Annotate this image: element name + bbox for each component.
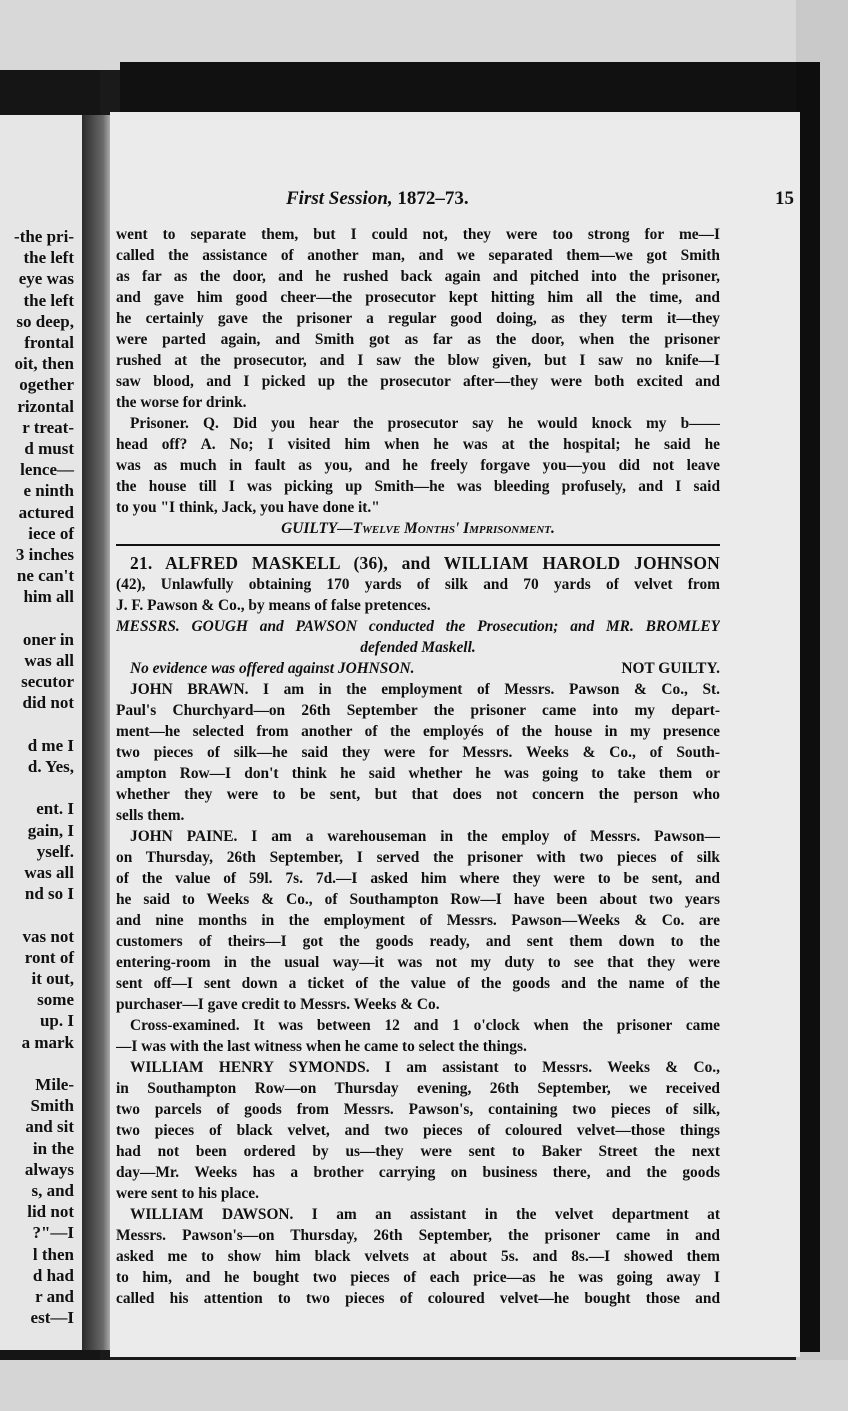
text-line: as far as the door, and he rushed back again and pitched into the prisoner, [116, 268, 720, 285]
fragment-line: up. I [39, 1011, 74, 1031]
fragment-line: d must [24, 439, 74, 458]
fragment-line: the left [23, 248, 74, 268]
fragment-line: 3 inches [15, 545, 74, 564]
fragment-line: ent. I [36, 799, 74, 819]
text-line: asked me to show him black velvets at about 5s. and 8s.—I showed them [116, 1248, 720, 1265]
fragment-line: d had [32, 1265, 74, 1285]
text-line: MESSRS. GOUGH and PAWSON conducted the Prosecution; and MR. BROMLEY [116, 618, 720, 635]
fragment-line: was all [24, 863, 74, 882]
fragment-line: iece of [28, 523, 74, 543]
testimony-william-henry-symonds [116, 1057, 720, 1204]
text-line: —I was with the last witness when he came to select the things. [116, 1038, 527, 1055]
running-head-title: First Session, [286, 188, 393, 209]
book-gutter [82, 115, 112, 1350]
text-line: Messrs. Pawson's—on Thursday, 26th September, the prisoner came in and [116, 1227, 720, 1244]
no-evidence-text: No evidence was offered against JOHNSON. [130, 660, 415, 677]
testimony-john-paine [116, 826, 720, 1015]
fragment-line: was all [24, 651, 74, 670]
text-line: (42), Unlawfully obtaining 170 yards of silk and 70 yards of velvet from [116, 576, 720, 593]
text-line: customers of theirs—I got the goods ready, and sent them down to the [116, 933, 720, 950]
text-line: day—Mr. Weeks has a brother carrying on business there, and the goods [116, 1164, 720, 1181]
fragment-line: e ninth [23, 481, 74, 501]
text-line: were parted again, and Smith got as far as the door, when the prisoner [116, 331, 720, 348]
page-header [110, 188, 800, 218]
text-line: two parcels of goods from Messrs. Pawson's, containing two pieces of silk, [116, 1101, 720, 1118]
text-line: J. F. Pawson & Co., by means of false pretences. [116, 597, 431, 614]
text-line: went to separate them, but I could not, they were too strong for me—I [116, 226, 720, 243]
fragment-line: him all [23, 587, 74, 607]
fragment-line: s, and [31, 1181, 74, 1200]
verdict-guilty: GUILTY—Twelve Months' Imprisonment. [281, 520, 555, 537]
text-line: sells them. [116, 807, 185, 824]
fragment-line: -the pri- [14, 227, 74, 246]
page-top-shadow [120, 62, 800, 112]
text-line: Cross-examined. It was between 12 and 1 o'clock when the prisoner came [130, 1017, 720, 1034]
fragment-line: some [37, 990, 74, 1010]
page-body [116, 224, 720, 1309]
verdict-not-guilty: NOT GUILTY. [621, 660, 720, 677]
fragment-line: oner in [22, 629, 74, 649]
scan-bottom-margin [0, 1360, 848, 1411]
text-line: Prisoner. Q. Did you hear the prosecutor say he would knock my b—— [130, 415, 720, 432]
testimony-paragraph-1 [116, 224, 720, 413]
fragment-line: did not [22, 693, 74, 713]
testimony-william-dawson [116, 1204, 720, 1309]
fragment-line: d. Yes, [27, 757, 74, 776]
text-line: whether they were to be sent, but that does not concern the person who [116, 786, 720, 803]
fragment-line: r treat- [22, 417, 74, 437]
fragment-line: so deep, [16, 311, 74, 331]
text-line: in Southampton Row—on Thursday evening, 26th September, we received [116, 1080, 720, 1097]
text-line: was as much in fault as you, and he freely forgave you—you did not leave [116, 457, 720, 474]
book-page [110, 112, 800, 1357]
fragment-line: frontal [24, 333, 74, 352]
text-line: were sent to his place. [116, 1185, 259, 1202]
page-number: 15 [775, 188, 794, 209]
text-line: he said to Weeks & Co., of Southampton Row—I have been about two years [116, 891, 720, 908]
running-head [286, 188, 469, 210]
fragment-line: eye was [18, 269, 74, 289]
testimony-john-brawn [116, 679, 720, 826]
fragment-line: rizontal [17, 396, 74, 416]
case-heading [116, 553, 720, 616]
cross-examination [116, 1015, 720, 1057]
text-line: head off? A. No; I visited him when he was at the hospital; he said he [116, 436, 720, 453]
text-line: to you "I think, Jack, you have done it." [116, 499, 380, 516]
text-line: ment—he selected from another of the employés of the house in my presence [116, 723, 720, 740]
fragment-line: lence— [20, 460, 74, 480]
text-line: of the value of 59l. 7s. 7d.—I asked him where they were to be sent, and [116, 870, 720, 887]
fragment-line: vas not [22, 926, 74, 946]
text-line: saw blood, and I picked up the prosecutor after—they were both excited and [116, 373, 720, 390]
text-line: he certainly gave the prisoner a regular good doing, as they term it—they [116, 310, 720, 327]
fragment-line: ogether [19, 375, 74, 395]
fragment-line: nd so I [24, 884, 74, 904]
fragment-line: yself. [36, 841, 74, 861]
text-line: two pieces of black velvet, and two pieces of coloured velvet—those things [116, 1122, 720, 1139]
previous-page-fragment [0, 115, 88, 1350]
text-line: had not been ordered by us—they were sent to Baker Street the next [116, 1143, 720, 1160]
text-line: defended Maskell. [360, 639, 476, 656]
text-line: called his attention to two pieces of coloured velvet—he bought those and [116, 1290, 720, 1307]
text-line: entering-room in the usual way—it was not my duty to see that they were [116, 954, 720, 971]
text-line: WILLIAM HENRY SYMONDS. I am assistant to Messrs. Weeks & Co., [130, 1059, 720, 1076]
fragment-line: Mile- [35, 1075, 74, 1094]
fragment-line: a mark [21, 1032, 74, 1052]
fragment-line: ne can't [16, 566, 74, 586]
fragment-line: ?"—I [32, 1223, 74, 1243]
text-line: called the assistance of another man, and we separated them—we got Smith [116, 247, 720, 264]
fragment-line: the left [23, 290, 74, 310]
text-line: sent off—I sent down a ticket of the value of the goods and the name of the [116, 975, 720, 992]
text-line: ampton Row—I don't think he said whether he was going to take them or [116, 765, 720, 782]
no-evidence-line [116, 658, 720, 679]
text-line: JOHN BRAWN. I am in the employment of Messrs. Pawson & Co., St. [130, 681, 720, 698]
fragment-line: l then [32, 1244, 74, 1264]
running-head-year: 1872–73. [397, 188, 469, 209]
text-line: purchaser—I gave credit to Messrs. Weeks & Co. [116, 996, 440, 1013]
fragment-line: secutor [21, 672, 74, 692]
fragment-line: gain, I [27, 820, 74, 840]
prisoner-question-paragraph [116, 413, 720, 518]
fragment-line: oit, then [14, 354, 74, 374]
fragment-line: r and [35, 1287, 74, 1306]
fragment-line: always [24, 1159, 74, 1179]
text-line: to him, and he bought two pieces of each price—as he was going away I [116, 1269, 720, 1286]
text-line: the house till I was picking up Smith—he was bleeding profusely, and I said [116, 478, 720, 495]
counsel-note [116, 616, 720, 658]
text-line: on Thursday, 26th September, I served the prisoner with two pieces of silk [116, 849, 720, 866]
text-line: and gave him good cheer—the prosecutor kept hitting him all the time, and [116, 289, 720, 306]
text-line: JOHN PAINE. I am a warehouseman in the employ of Messrs. Pawson— [130, 828, 720, 845]
fragment-line: actured [18, 502, 74, 522]
text-line: the worse for drink. [116, 394, 247, 411]
text-line: and nine months in the employment of Messrs. Pawson—Weeks & Co. are [116, 912, 720, 929]
text-line: two pieces of silk—he said they were for Messrs. Weeks & Co., of South- [116, 744, 720, 761]
section-divider [116, 544, 720, 546]
fragment-line: d me I [27, 735, 74, 755]
fragment-line: Smith [30, 1096, 74, 1116]
text-line: Paul's Churchyard—on 26th September the prisoner came into my depart- [116, 702, 720, 719]
fragment-line: and sit [25, 1117, 74, 1137]
fragment-line: est—I [30, 1308, 74, 1328]
fragment-line: in the [32, 1138, 74, 1158]
text-line: WILLIAM DAWSON. I am an assistant in the velvet department at [130, 1206, 720, 1223]
text-line: 21. ALFRED MASKELL (36), and WILLIAM HAROLD JOHNSON [130, 553, 720, 573]
fragment-line: it out, [31, 969, 74, 988]
scan-top-margin [0, 0, 848, 70]
text-line: rushed at the prosecutor, and I saw the blow given, but I saw no knife—I [116, 352, 720, 369]
fragment-line: ront of [24, 947, 74, 967]
fragment-line: lid not [27, 1202, 74, 1222]
